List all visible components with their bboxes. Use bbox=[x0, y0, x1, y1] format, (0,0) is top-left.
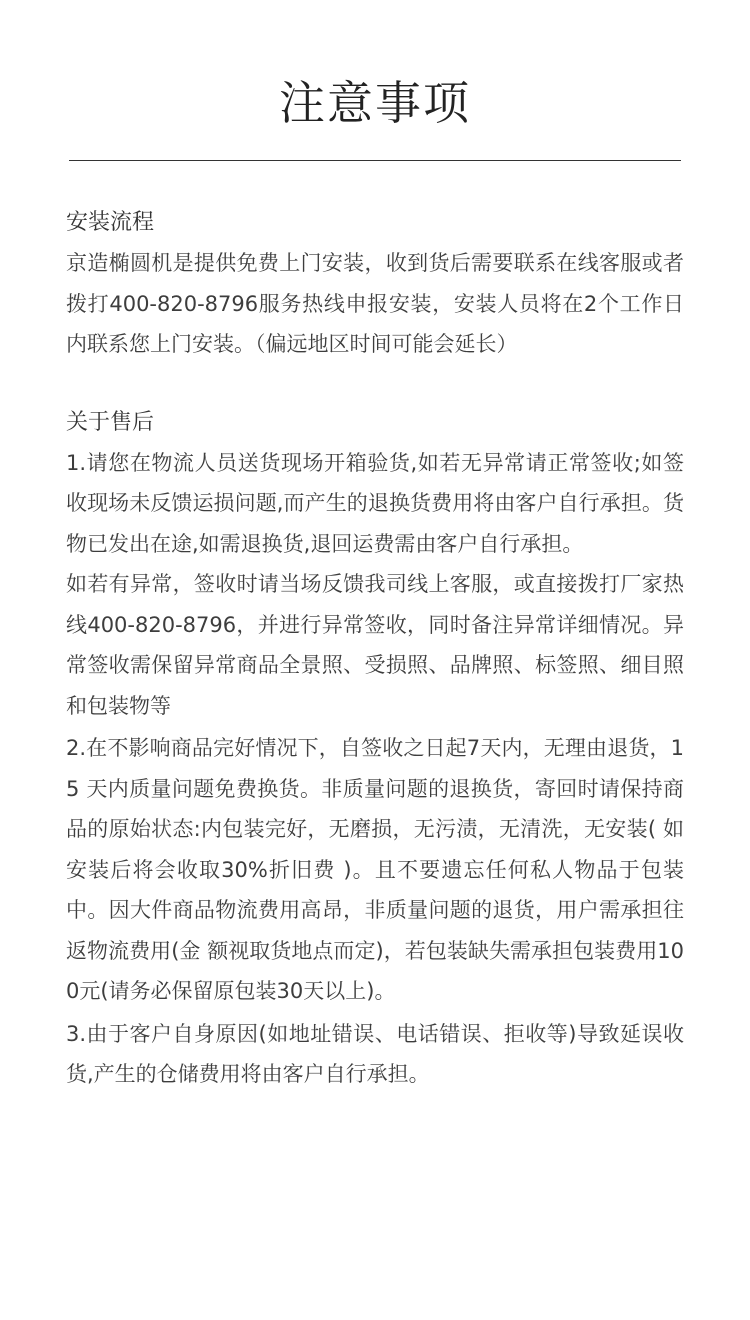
after-sales-paragraph-2: 2.在不影响商品完好情况下，自签收之日起7天内，无理由退货，15 天内质量问题免费换货。非质量问题的退换货，寄回时请保持商品的原始状态:内包装完好，无磨损，无污渍，无清洗，无安装( 如安装后将会收取30%折旧费 )。且不要遗忘任何私人物品于包装中。因大件商品物流费用高昂，非质量问题的退货，用户需承担往返物流费用(金 额视取货地点而定)，若包装缺失需承担包装费用100元(请务必保留原包装30天以上)。 bbox=[66, 736, 684, 1003]
after-sales-section bbox=[66, 403, 684, 1095]
page-title: 注意事项 bbox=[279, 76, 471, 130]
after-sales-paragraph-1: 1.请您在物流人员送货现场开箱验货,如若无异常请正常签收;如签收现场未反馈运损问题,而产生的退换货费用将由客户自行承担。货物已发出在途,如需退换货,退回运费需由客户自行承担。 bbox=[66, 450, 684, 556]
install-section bbox=[66, 203, 684, 365]
title-divider bbox=[69, 160, 681, 161]
install-text: 京造椭圆机是提供免费上门安装，收到货后需要联系在线客服或者拨打400-820-8796服务热线申报安装，安装人员将在2个工作日内联系您上门安装。（偏远地区时间可能会延长） bbox=[66, 251, 684, 356]
after-sales-paragraph-exception: 如若有异常，签收时请当场反馈我司线上客服，或直接拨打厂家热线400-820-8796，并进行异常签收，同时备注异常详细情况。异常签收需保留异常商品全景照、受损照、品牌照、标签照、细目照和包装物等 bbox=[66, 572, 684, 718]
after-sales-paragraph-3: 3.由于客户自身原因(如地址错误、电话错误、拒收等)导致延误收货,产生的仓储费用将由客户自行承担。 bbox=[66, 1021, 684, 1086]
install-heading: 安装流程 bbox=[66, 210, 155, 235]
after-sales-heading: 关于售后 bbox=[66, 409, 155, 435]
